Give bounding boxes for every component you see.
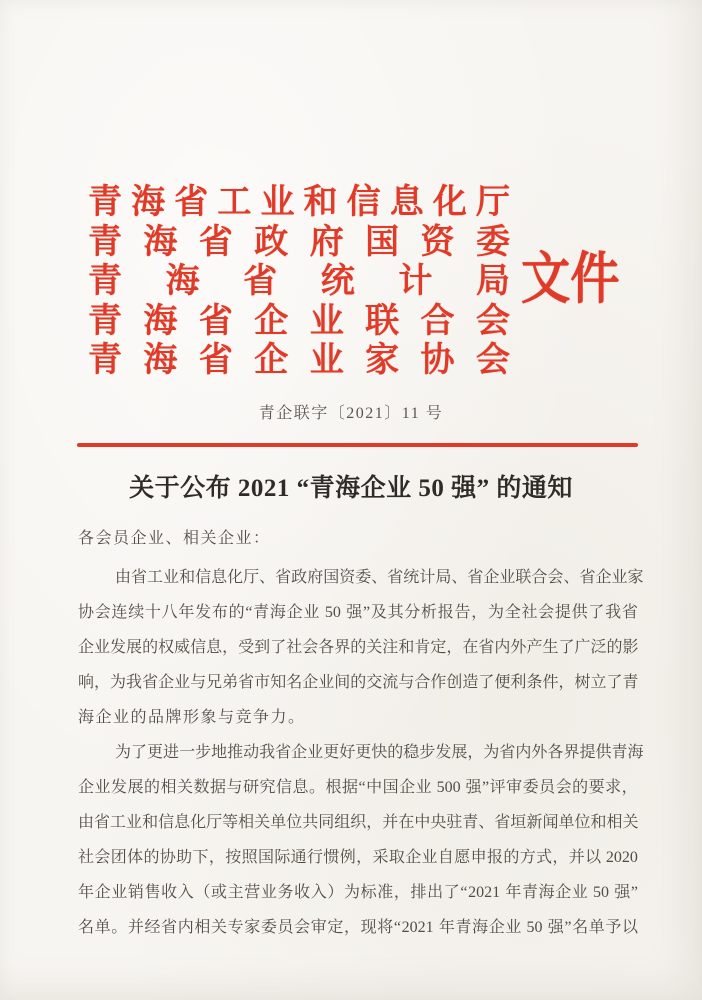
body-text-line: 各会员企业、相关企业： xyxy=(78,530,271,547)
letterhead-wenjian-label: 文件 xyxy=(521,249,620,311)
body-text-line: 年 企 业 销 售 收 入 （ 或 主 营 业 务 收 入 ） 为 标 准 ， 排 出 了 “ 2021 年 青 海 企 业 50 强 ” xyxy=(78,884,638,901)
body-text-line: 由 省 工 业 和 信 息 化 厅 等 相 关 单 位 共 同 组 织 ， 并 在 中 央 驻 青 、 省 垣 新 闻 单 位 和 相 关 xyxy=(78,814,639,831)
letterhead-org-line: 青 海 省 工 业 和 信 息 化 厅 xyxy=(88,184,510,221)
body-text-line: 企 业 发 展 的 权 威 信 息 ， 受 到 了 社 会 各 界 的 关 注 和 肯 定 ， 在 省 内 外 产 生 了 广 泛 的 影 xyxy=(78,639,639,656)
letterhead-org-names xyxy=(88,183,510,381)
body-text-line: 企 业 发 展 的 相 关 数 据 与 研 究 信 息 。 根 据 “ 中 国 企 业 500 强 ” 评 审 委 员 会 的 要 求 ， xyxy=(78,779,638,796)
body-text-line: 名 单 。 并 经 省 内 相 关 专 家 委 员 会 审 定 ， 现 将 “ 2021 年 青 海 企 业 50 强 ” 名 单 予 以 xyxy=(78,919,638,936)
letterhead-org-line: 青 海 省 企 业 联 合 会 xyxy=(88,302,510,340)
body-text-line: 为 了 更 进 一 步 地 推 动 我 省 企 业 更 好 更 快 的 稳 步 发 展 ， 为 省 内 外 各 界 提 供 青 海 xyxy=(115,744,644,761)
body-text-line: 协 会 连 续 十 八 年 发 布 的 “ 青 海 企 业 50 强 ” 及 其 分 析 报 告 ， 为 全 社 会 提 供 了 我 省 xyxy=(78,604,638,621)
document-reference-number: 青企联字〔2021〕11 号 xyxy=(258,405,444,422)
body-text-line: 社 会 团 体 的 协 助 下 ， 按 照 国 际 通 行 惯 例 ， 采 取 企 业 自 愿 申 报 的 方 式 ， 并 以 2020 xyxy=(78,849,638,866)
letterhead-org-line: 青 海 省 企 业 家 协 会 xyxy=(88,342,510,379)
red-separator-line xyxy=(77,443,638,447)
letterhead-org-line: 青 海 省 政 府 国 资 委 xyxy=(88,223,510,261)
letterhead-org-line: 青 海 省 统 计 局 xyxy=(88,263,510,300)
document-body xyxy=(78,521,644,945)
document-title: 关于公布 2021 “青海企业 50 强” 的通知 xyxy=(129,475,573,502)
body-text-line: 由 省 工 业 和 信 息 化 厅 、 省 政 府 国 资 委 、 省 统 计 局 、 省 企 业 联 合 会 、 省 企 业 家 xyxy=(115,569,644,586)
body-text-line: 响 ， 为 我 省 企 业 与 兄 弟 省 市 知 名 企 业 间 的 交 流 与 合 作 创 造 了 便 利 条 件 ， 树 立 了 青 xyxy=(78,674,639,691)
body-text-line: 海企业的品牌形象与竞争力。 xyxy=(78,709,306,726)
